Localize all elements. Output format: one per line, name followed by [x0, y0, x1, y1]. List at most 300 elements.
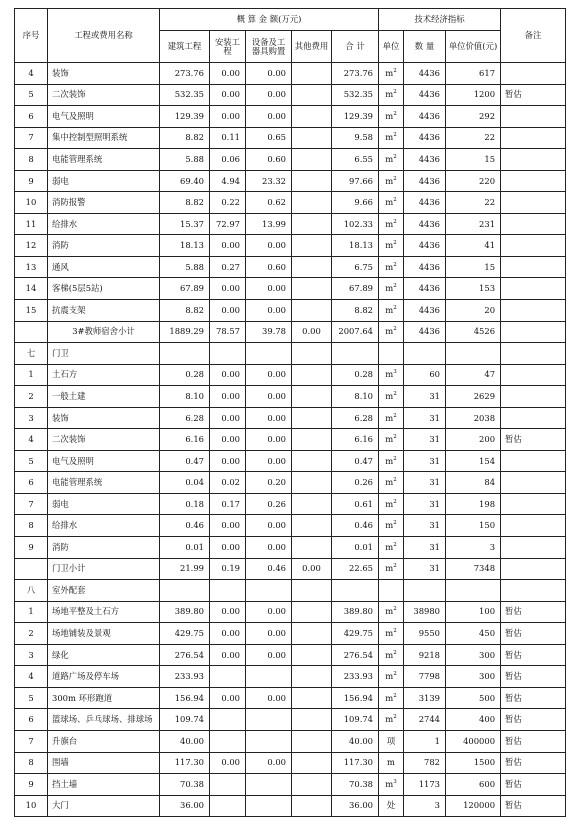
cell-total: 0.46 — [332, 515, 379, 537]
cell-other — [292, 429, 332, 451]
cell-construction: 0.18 — [160, 493, 210, 515]
cell-install: 72.97 — [210, 213, 246, 235]
table-row — [15, 558, 566, 580]
cell-equipment: 0.00 — [246, 84, 292, 106]
cell-seq: 11 — [15, 213, 48, 235]
cell-equipment: 0.20 — [246, 472, 292, 494]
cell-other — [292, 752, 332, 774]
cell-qty — [404, 343, 446, 365]
cell-item-name: 消防 — [48, 537, 160, 559]
cell-total: 22.65 — [332, 558, 379, 580]
cell-install: 0.00 — [210, 644, 246, 666]
cell-seq: 15 — [15, 300, 48, 322]
cell-equipment: 0.60 — [246, 256, 292, 278]
cell-unit-price: 2038 — [446, 407, 501, 429]
cell-equipment: 0.00 — [246, 623, 292, 645]
cell-equipment: 0.00 — [246, 752, 292, 774]
cell-seq: 3 — [15, 644, 48, 666]
cell-item-name: 二次装饰 — [48, 84, 160, 106]
cell-total: 429.75 — [332, 623, 379, 645]
header-seq: 序号 — [15, 9, 48, 63]
table-row — [15, 63, 566, 85]
cell-note — [501, 450, 566, 472]
table-row — [15, 407, 566, 429]
cell-qty: 4436 — [404, 127, 446, 149]
table-row — [15, 235, 566, 257]
cell-unit: $m^2$ — [379, 213, 404, 235]
cell-construction: 6.16 — [160, 429, 210, 451]
cell-unit-price: 41 — [446, 235, 501, 257]
cell-install: 0.00 — [210, 84, 246, 106]
cell-item-name: 消防 — [48, 235, 160, 257]
cell-note: 暂估 — [501, 752, 566, 774]
cell-install — [210, 580, 246, 602]
table-row — [15, 601, 566, 623]
cell-install: 0.17 — [210, 493, 246, 515]
cell-seq: 5 — [15, 687, 48, 709]
cell-other — [292, 84, 332, 106]
cell-construction: 70.38 — [160, 774, 210, 796]
table-row — [15, 666, 566, 688]
cell-install: 0.00 — [210, 235, 246, 257]
cell-unit: $m^2$ — [379, 106, 404, 128]
cell-seq: 八 — [15, 580, 48, 602]
cell-qty: 31 — [404, 429, 446, 451]
cell-item-name: 给排水 — [48, 213, 160, 235]
cell-note — [501, 149, 566, 171]
cell-item-name: 一般土建 — [48, 386, 160, 408]
cell-item-name: 装饰 — [48, 407, 160, 429]
cell-construction: 0.47 — [160, 450, 210, 472]
cell-item-name: 300m 环形跑道 — [48, 687, 160, 709]
header-budget-group: 概 算 金 额(万元) — [160, 9, 379, 31]
cell-seq: 6 — [15, 709, 48, 731]
cell-unit-price: 617 — [446, 63, 501, 85]
cell-construction: 532.35 — [160, 84, 210, 106]
cell-unit: $m^3$ — [379, 774, 404, 796]
cell-equipment: 0.26 — [246, 493, 292, 515]
cell-unit-price: 15 — [446, 149, 501, 171]
cell-item-name: 给排水 — [48, 515, 160, 537]
cell-unit: $m^2$ — [379, 687, 404, 709]
cell-equipment — [246, 666, 292, 688]
cell-install: 0.00 — [210, 601, 246, 623]
cell-other — [292, 666, 332, 688]
cell-other — [292, 515, 332, 537]
cell-seq: 9 — [15, 537, 48, 559]
cell-qty: 31 — [404, 450, 446, 472]
table-row — [15, 429, 566, 451]
table-row — [15, 774, 566, 796]
cell-seq — [15, 321, 48, 343]
cell-install: 0.02 — [210, 472, 246, 494]
cell-note — [501, 386, 566, 408]
header-total: 合 计 — [332, 31, 379, 63]
table-row — [15, 515, 566, 537]
cell-qty: 4436 — [404, 278, 446, 300]
cell-unit-price: 100 — [446, 601, 501, 623]
cell-construction: 5.88 — [160, 149, 210, 171]
cell-other — [292, 300, 332, 322]
table-row — [15, 450, 566, 472]
header-construction: 建筑工程 — [160, 31, 210, 63]
cell-unit-price: 300 — [446, 666, 501, 688]
cell-unit: $m^2$ — [379, 558, 404, 580]
cell-equipment: 39.78 — [246, 321, 292, 343]
cell-unit: $m^2$ — [379, 127, 404, 149]
cell-item-name: 道路广场及停车场 — [48, 666, 160, 688]
cell-install: 0.00 — [210, 450, 246, 472]
cell-equipment — [246, 774, 292, 796]
cell-equipment — [246, 730, 292, 752]
cell-equipment: 0.00 — [246, 106, 292, 128]
cell-total: 6.16 — [332, 429, 379, 451]
cell-other — [292, 493, 332, 515]
cell-other — [292, 644, 332, 666]
header-tech-group: 技术经济指标 — [379, 9, 501, 31]
cell-other — [292, 343, 332, 365]
cell-note: 暂估 — [501, 644, 566, 666]
cell-qty: 9550 — [404, 623, 446, 645]
cell-other — [292, 623, 332, 645]
cell-other — [292, 170, 332, 192]
cell-item-name: 抗震支架 — [48, 300, 160, 322]
cell-total — [332, 580, 379, 602]
cell-construction: 0.01 — [160, 537, 210, 559]
cell-note — [501, 192, 566, 214]
cell-seq: 10 — [15, 795, 48, 817]
cell-equipment: 0.00 — [246, 687, 292, 709]
table-row — [15, 730, 566, 752]
cell-seq: 6 — [15, 106, 48, 128]
cell-unit-price: 120000 — [446, 795, 501, 817]
cell-qty: 4436 — [404, 170, 446, 192]
cell-item-name: 二次装饰 — [48, 429, 160, 451]
cell-item-name: 室外配套 — [48, 580, 160, 602]
cell-construction: 5.88 — [160, 256, 210, 278]
cell-unit-price — [446, 580, 501, 602]
cell-item-name: 消防报警 — [48, 192, 160, 214]
cell-unit-price: 3 — [446, 537, 501, 559]
cell-total: 9.66 — [332, 192, 379, 214]
header-other: 其他费用 — [292, 31, 332, 63]
cell-qty: 31 — [404, 537, 446, 559]
cell-equipment — [246, 580, 292, 602]
table-row — [15, 84, 566, 106]
cell-total: 18.13 — [332, 235, 379, 257]
cell-equipment: 0.00 — [246, 364, 292, 386]
cell-total: 156.94 — [332, 687, 379, 709]
cell-unit-price: 22 — [446, 127, 501, 149]
cell-unit-price: 400000 — [446, 730, 501, 752]
budget-table — [14, 8, 566, 817]
cell-equipment: 0.46 — [246, 558, 292, 580]
header-install: 安装工程 — [210, 31, 246, 63]
cell-item-name: 通风 — [48, 256, 160, 278]
cell-other — [292, 407, 332, 429]
cell-item-name: 大门 — [48, 795, 160, 817]
cell-item-name: 场地铺装及景观 — [48, 623, 160, 645]
cell-item-name: 门卫小计 — [48, 558, 160, 580]
cell-unit-price: 220 — [446, 170, 501, 192]
cell-seq: 1 — [15, 364, 48, 386]
cell-install: 0.00 — [210, 386, 246, 408]
cell-construction: 0.28 — [160, 364, 210, 386]
cell-total: 0.61 — [332, 493, 379, 515]
cell-unit: $m^2$ — [379, 170, 404, 192]
table-row — [15, 127, 566, 149]
cell-equipment: 0.00 — [246, 644, 292, 666]
cell-unit-price: 1200 — [446, 84, 501, 106]
cell-total: 2007.64 — [332, 321, 379, 343]
cell-total: 70.38 — [332, 774, 379, 796]
table-row — [15, 472, 566, 494]
cell-seq: 1 — [15, 601, 48, 623]
cell-construction — [160, 343, 210, 365]
cell-unit: 项 — [379, 730, 404, 752]
cell-unit — [379, 343, 404, 365]
cell-item-name: 装饰 — [48, 63, 160, 85]
cell-note — [501, 235, 566, 257]
cell-unit-price: 84 — [446, 472, 501, 494]
cell-install: 0.00 — [210, 687, 246, 709]
cell-note — [501, 106, 566, 128]
cell-install — [210, 730, 246, 752]
cell-item-name: 土石方 — [48, 364, 160, 386]
cell-unit-price: 198 — [446, 493, 501, 515]
cell-construction: 8.10 — [160, 386, 210, 408]
cell-total: 389.80 — [332, 601, 379, 623]
cell-other — [292, 127, 332, 149]
header-equipment: 设备及工器具购置 — [246, 31, 292, 63]
header-qty: 数 量 — [404, 31, 446, 63]
budget-document — [14, 8, 566, 817]
cell-note — [501, 537, 566, 559]
cell-unit: $m^2$ — [379, 666, 404, 688]
cell-install: 78.57 — [210, 321, 246, 343]
table-row — [15, 752, 566, 774]
cell-unit: $m^2$ — [379, 407, 404, 429]
cell-seq: 9 — [15, 774, 48, 796]
cell-install: 0.00 — [210, 429, 246, 451]
table-row — [15, 537, 566, 559]
cell-total: 0.26 — [332, 472, 379, 494]
cell-install: 0.00 — [210, 278, 246, 300]
cell-note — [501, 580, 566, 602]
cell-qty: 4436 — [404, 256, 446, 278]
cell-install: 0.27 — [210, 256, 246, 278]
cell-construction: 389.80 — [160, 601, 210, 623]
cell-equipment: 0.00 — [246, 537, 292, 559]
cell-construction: 21.99 — [160, 558, 210, 580]
cell-unit-price: 7348 — [446, 558, 501, 580]
cell-construction: 0.04 — [160, 472, 210, 494]
cell-other — [292, 601, 332, 623]
cell-unit: $m^2$ — [379, 709, 404, 731]
cell-qty: 1173 — [404, 774, 446, 796]
header-unit-price: 单位价值(元) — [446, 31, 501, 63]
cell-note — [501, 343, 566, 365]
cell-item-name: 篮球场、乒乓球场、排球场 — [48, 709, 160, 731]
cell-qty: 4436 — [404, 149, 446, 171]
cell-note — [501, 321, 566, 343]
cell-construction: 109.74 — [160, 709, 210, 731]
cell-construction: 117.30 — [160, 752, 210, 774]
cell-equipment: 0.65 — [246, 127, 292, 149]
cell-total: 129.39 — [332, 106, 379, 128]
cell-unit-price: 300 — [446, 644, 501, 666]
cell-equipment: 0.00 — [246, 601, 292, 623]
cell-item-name: 3#教师宿舍小计 — [48, 321, 160, 343]
cell-seq — [15, 558, 48, 580]
cell-seq: 2 — [15, 623, 48, 645]
cell-unit-price: 15 — [446, 256, 501, 278]
cell-install — [210, 795, 246, 817]
cell-total: 233.93 — [332, 666, 379, 688]
cell-total: 67.89 — [332, 278, 379, 300]
cell-qty: 31 — [404, 472, 446, 494]
cell-equipment — [246, 343, 292, 365]
table-row — [15, 623, 566, 645]
cell-qty: 4436 — [404, 192, 446, 214]
table-row — [15, 278, 566, 300]
cell-install: 0.00 — [210, 63, 246, 85]
cell-seq: 4 — [15, 666, 48, 688]
cell-qty: 31 — [404, 558, 446, 580]
table-row — [15, 386, 566, 408]
cell-qty — [404, 580, 446, 602]
cell-install: 0.00 — [210, 106, 246, 128]
cell-unit: 处 — [379, 795, 404, 817]
cell-item-name: 电气及照明 — [48, 450, 160, 472]
cell-unit-price: 2629 — [446, 386, 501, 408]
cell-unit-price: 4526 — [446, 321, 501, 343]
cell-seq: 8 — [15, 752, 48, 774]
cell-item-name: 门卫 — [48, 343, 160, 365]
cell-construction: 129.39 — [160, 106, 210, 128]
cell-note — [501, 63, 566, 85]
table-row — [15, 493, 566, 515]
table-row — [15, 343, 566, 365]
cell-qty: 31 — [404, 515, 446, 537]
cell-item-name: 电能管理系统 — [48, 472, 160, 494]
cell-install — [210, 666, 246, 688]
cell-unit: $m^2$ — [379, 493, 404, 515]
cell-equipment: 0.60 — [246, 149, 292, 171]
cell-note: 暂估 — [501, 709, 566, 731]
cell-unit-price: 231 — [446, 213, 501, 235]
table-row — [15, 192, 566, 214]
cell-item-name: 绿化 — [48, 644, 160, 666]
table-row — [15, 106, 566, 128]
cell-unit-price: 150 — [446, 515, 501, 537]
cell-other — [292, 106, 332, 128]
cell-equipment — [246, 709, 292, 731]
cell-total: 102.33 — [332, 213, 379, 235]
cell-item-name: 客梯(5层5站) — [48, 278, 160, 300]
cell-qty: 3 — [404, 795, 446, 817]
cell-unit — [379, 580, 404, 602]
cell-unit: $m^2$ — [379, 149, 404, 171]
cell-seq: 7 — [15, 730, 48, 752]
cell-qty: 60 — [404, 364, 446, 386]
cell-note — [501, 213, 566, 235]
cell-unit-price: 1500 — [446, 752, 501, 774]
table-row — [15, 300, 566, 322]
cell-unit: $m^3$ — [379, 364, 404, 386]
cell-unit: $m^2$ — [379, 84, 404, 106]
cell-construction: 233.93 — [160, 666, 210, 688]
cell-note: 暂估 — [501, 774, 566, 796]
cell-other — [292, 149, 332, 171]
cell-qty: 782 — [404, 752, 446, 774]
cell-note — [501, 127, 566, 149]
cell-construction: 1889.29 — [160, 321, 210, 343]
cell-item-name: 集中控制型照明系统 — [48, 127, 160, 149]
cell-note: 暂估 — [501, 429, 566, 451]
cell-unit-price: 400 — [446, 709, 501, 731]
cell-unit-price: 47 — [446, 364, 501, 386]
cell-note — [501, 256, 566, 278]
cell-note — [501, 493, 566, 515]
cell-install — [210, 709, 246, 731]
cell-note — [501, 278, 566, 300]
cell-seq: 5 — [15, 84, 48, 106]
cell-note — [501, 558, 566, 580]
cell-note — [501, 300, 566, 322]
cell-unit-price — [446, 343, 501, 365]
cell-construction: 6.28 — [160, 407, 210, 429]
cell-note: 暂估 — [501, 84, 566, 106]
cell-equipment: 0.62 — [246, 192, 292, 214]
cell-total: 109.74 — [332, 709, 379, 731]
cell-install: 0.00 — [210, 623, 246, 645]
cell-seq: 4 — [15, 429, 48, 451]
cell-qty: 3139 — [404, 687, 446, 709]
cell-equipment: 0.00 — [246, 235, 292, 257]
cell-total: 40.00 — [332, 730, 379, 752]
cell-qty: 4436 — [404, 321, 446, 343]
table-header — [15, 9, 566, 63]
cell-qty: 4436 — [404, 235, 446, 257]
table-row — [15, 364, 566, 386]
cell-equipment: 0.00 — [246, 407, 292, 429]
cell-construction: 8.82 — [160, 192, 210, 214]
header-item-name: 工程或费用名称 — [48, 9, 160, 63]
cell-equipment: 13.99 — [246, 213, 292, 235]
cell-install: 0.11 — [210, 127, 246, 149]
cell-note — [501, 407, 566, 429]
cell-install: 0.00 — [210, 752, 246, 774]
cell-unit-price: 450 — [446, 623, 501, 645]
cell-note — [501, 472, 566, 494]
cell-construction: 40.00 — [160, 730, 210, 752]
cell-unit: $m^2$ — [379, 321, 404, 343]
cell-total: 0.01 — [332, 537, 379, 559]
cell-qty: 31 — [404, 407, 446, 429]
cell-other — [292, 795, 332, 817]
table-row — [15, 580, 566, 602]
cell-construction: 8.82 — [160, 300, 210, 322]
cell-equipment: 0.00 — [246, 450, 292, 472]
cell-seq: 2 — [15, 386, 48, 408]
cell-unit: $m^2$ — [379, 623, 404, 645]
cell-other — [292, 450, 332, 472]
cell-seq: 七 — [15, 343, 48, 365]
cell-install: 0.00 — [210, 537, 246, 559]
cell-unit: $m^2$ — [379, 450, 404, 472]
table-row — [15, 170, 566, 192]
